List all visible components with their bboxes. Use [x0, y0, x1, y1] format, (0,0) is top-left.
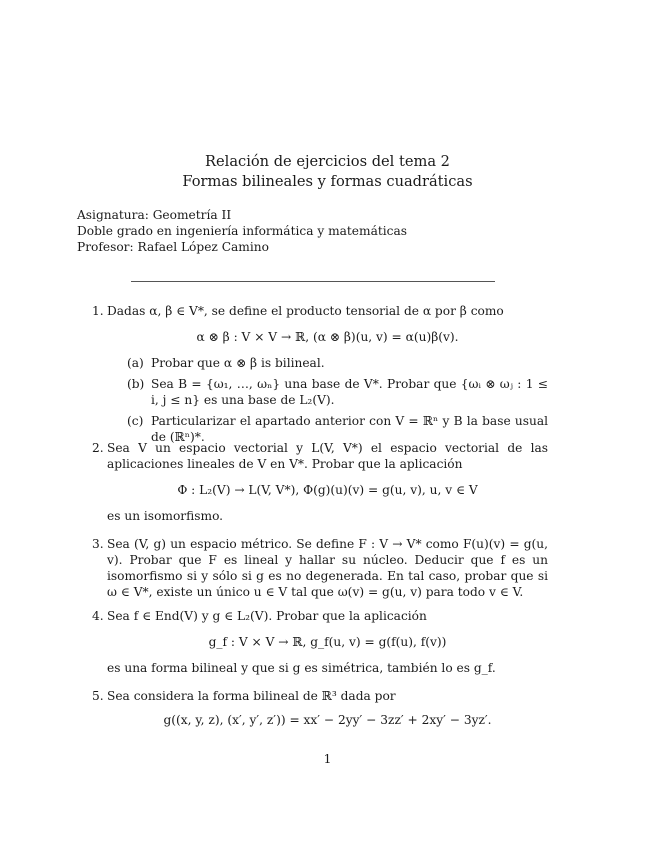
problem-statement: Sea V un espacio vectorial y L(V, V*) el espacio vectorial de las aplicaciones lineales de V en V*. Probar que la aplicación [107, 441, 548, 471]
problem-number: 1. [92, 304, 104, 318]
display-formula: g((x, y, z), (x′, y′, z′)) = xx′ − 2yy′ − 3zz′ + 2xy′ − 3yz′. [163, 713, 492, 727]
part-label: (c) [127, 414, 144, 428]
display-formula: α ⊗ β : V × V → ℝ, (α ⊗ β)(u, v) = α(u)β(v). [196, 330, 459, 344]
part-label: (a) [127, 356, 144, 370]
problem-statement: Sea (V, g) un espacio métrico. Se define F : V → V* como F(u)(v) = g(u, v). Probar que F es lineal y hallar su núcleo. Deducir que f es un isomorfismo si y sólo si g es no degenerada. En tal caso, probar que si ω ∈ V*, existe un único u ∈ V tal que ω(v) = g(u, v) para todo v ∈ V. [107, 537, 548, 599]
problem-number: 3. [92, 537, 104, 551]
display-formula: g_f : V × V → ℝ, g_f(u, v) = g(f(u), f(v)) [208, 635, 447, 649]
problem-conclusion: es una forma bilineal y que si g es simétrica, también lo es g_f. [107, 661, 496, 675]
part-text: Particularizar el apartado anterior con V = ℝⁿ y B la base usual de (ℝⁿ)*. [151, 414, 548, 444]
problem-number: 5. [92, 689, 104, 703]
display-formula: Φ : L₂(V) → L(V, V*), Φ(g)(u)(v) = g(u, v), u, v ∈ V [177, 483, 478, 497]
problem-5 [92, 688, 548, 728]
page-number: 1 [323, 752, 332, 766]
document-title [0, 152, 655, 192]
title-line-1: Relación de ejercicios del tema 2 [205, 153, 450, 170]
part-text: Sea B = {ω₁, …, ωₙ} una base de V*. Probar que {ωᵢ ⊗ ωⱼ : 1 ≤ i, j ≤ n} es una base de L₂(V). [151, 377, 548, 407]
grado-line: Doble grado en ingeniería informática y matemáticas [77, 224, 407, 238]
part-a [127, 355, 548, 371]
problem-2 [92, 440, 548, 524]
problem-1 [92, 303, 548, 445]
horizontal-rule [131, 281, 495, 282]
problem-statement: Sea f ∈ End(V) y g ∈ L₂(V). Probar que la aplicación [107, 609, 427, 623]
part-label: (b) [127, 377, 145, 391]
profesor-line: Profesor: Rafael López Camino [77, 240, 269, 254]
problem-number: 2. [92, 441, 104, 455]
problem-statement: Sea considera la forma bilineal de ℝ³ dada por [107, 689, 396, 703]
problem-number: 4. [92, 609, 104, 623]
title-line-2: Formas bilineales y formas cuadráticas [182, 173, 473, 190]
part-b [127, 376, 548, 408]
problem-3 [92, 536, 548, 600]
problem-statement: Dadas α, β ∈ V*, se define el producto tensorial de α por β como [107, 304, 504, 318]
problem-4 [92, 608, 548, 676]
course-info [77, 207, 407, 255]
part-text: Probar que α ⊗ β is bilineal. [151, 356, 325, 370]
problem-conclusion: es un isomorfismo. [107, 509, 224, 523]
asignatura-line: Asignatura: Geometría II [77, 208, 232, 222]
